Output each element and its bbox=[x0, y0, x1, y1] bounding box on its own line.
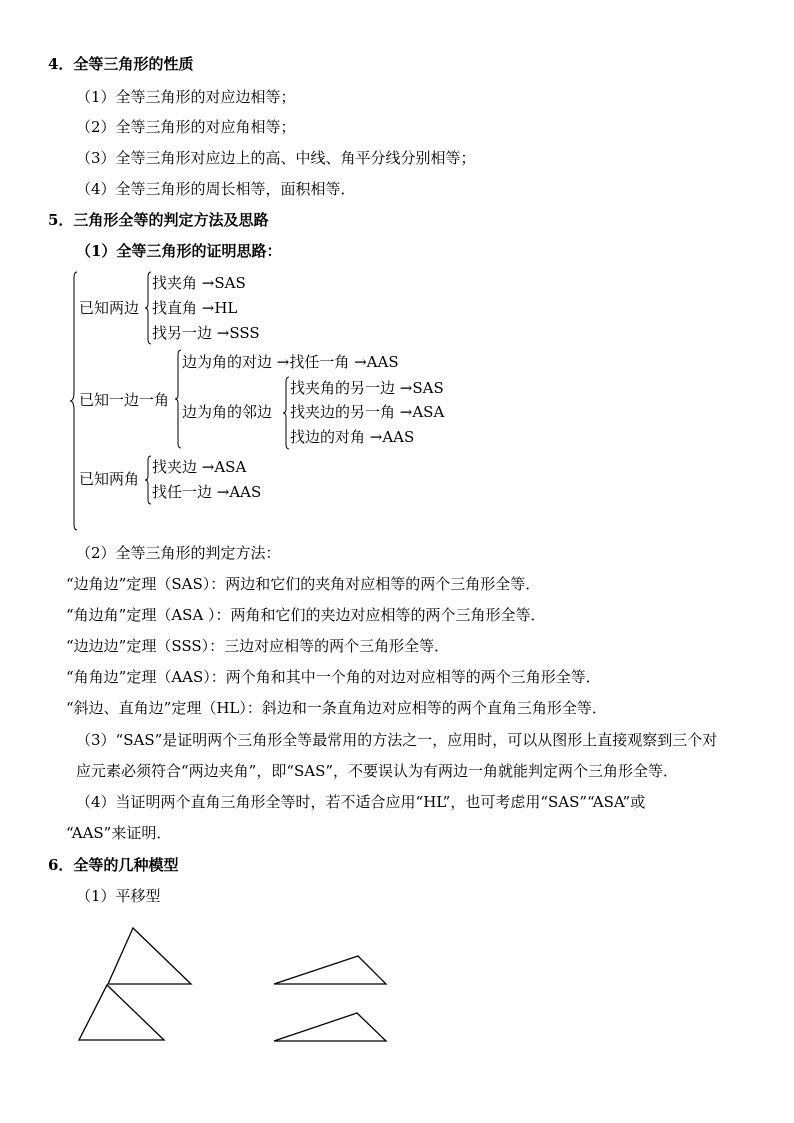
tree-item: 找另一边 →SSS bbox=[152, 324, 260, 342]
section-4-item: （3）全等三角形对应边上的高、中线、角平分线分别相等； bbox=[76, 149, 476, 167]
section-6-heading: 6．全等的几种模型 bbox=[48, 856, 179, 874]
note-4-line-2: “AAS”来证明． bbox=[66, 824, 172, 842]
tree-item: 找夹边 →ASA bbox=[152, 458, 247, 476]
tree-label-adjacent: 边为角的邻边 bbox=[182, 403, 273, 421]
tree-item: 找夹角的另一边 →SAS bbox=[290, 379, 444, 397]
tree-item: 找夹边的另一角 →ASA bbox=[290, 403, 445, 421]
tree-label-two-sides: 已知两边 bbox=[79, 299, 140, 317]
section-5-sub1: （1）全等三角形的证明思路： bbox=[76, 242, 282, 260]
tree-item: 找任一边 →AAS bbox=[152, 483, 262, 501]
tree-item: 找直角 →HL bbox=[152, 299, 238, 317]
theorem-line: “角边角”定理（ASA ）：两角和它们的夹边对应相等的两个三角形全等． bbox=[66, 606, 546, 624]
theorem-line: “边边边”定理（SSS）：三边对应相等的两个三角形全等． bbox=[66, 637, 450, 655]
note-4-line-1: （4）当证明两个直角三角形全等时，若不适合应用“HL”，也可考虑用“SAS”“ASA”或 bbox=[76, 793, 646, 811]
note-3-line-1: （3）“SAS”是证明两个三角形全等最常用的方法之一，应用时，可以从图形上直接观察到三个对 bbox=[76, 731, 718, 749]
triangle-upper-left bbox=[108, 928, 191, 984]
triangle-lower-left bbox=[79, 985, 164, 1040]
tree-label-one-side-one-angle: 已知一边一角 bbox=[79, 391, 170, 409]
note-3-line-2: 应元素必须符合“两边夹角”，即“SAS”，不要误认为有两边一角就能判定两个三角形全等． bbox=[76, 762, 679, 780]
section-5-heading: 5．三角形全等的判定方法及思路 bbox=[48, 211, 269, 229]
theorem-line: “角角边”定理（AAS）：两个角和其中一个角的对边对应相等的两个三角形全等． bbox=[66, 668, 601, 686]
section-5-sub2: （2）全等三角形的判定方法： bbox=[76, 544, 281, 562]
theorem-line: “边角边”定理（SAS）：两边和它们的夹角对应相等的两个三角形全等． bbox=[66, 575, 541, 593]
section-4-item: （2）全等三角形的对应角相等； bbox=[76, 118, 296, 136]
section-4-heading: 4．全等三角形的性质 bbox=[48, 55, 194, 73]
tree-item: 找边的对角 →AAS bbox=[290, 428, 415, 446]
triangle-lower-right bbox=[274, 1013, 386, 1041]
theorem-line: “斜边、直角边”定理（HL）：斜边和一条直角边对应相等的两个直角三角形全等． bbox=[66, 699, 607, 717]
tree-label-two-angles: 已知两角 bbox=[79, 470, 140, 488]
tree-item: 找夹角 →SAS bbox=[152, 274, 246, 292]
triangle-upper-right bbox=[274, 956, 386, 984]
section-6-sub1: （1）平移型 bbox=[76, 887, 161, 905]
section-4-item: （1）全等三角形的对应边相等； bbox=[76, 88, 296, 106]
section-4-item: （4）全等三角形的周长相等，面积相等． bbox=[76, 180, 356, 198]
tree-item: 边为角的对边 →找任一角 →AAS bbox=[182, 353, 399, 371]
